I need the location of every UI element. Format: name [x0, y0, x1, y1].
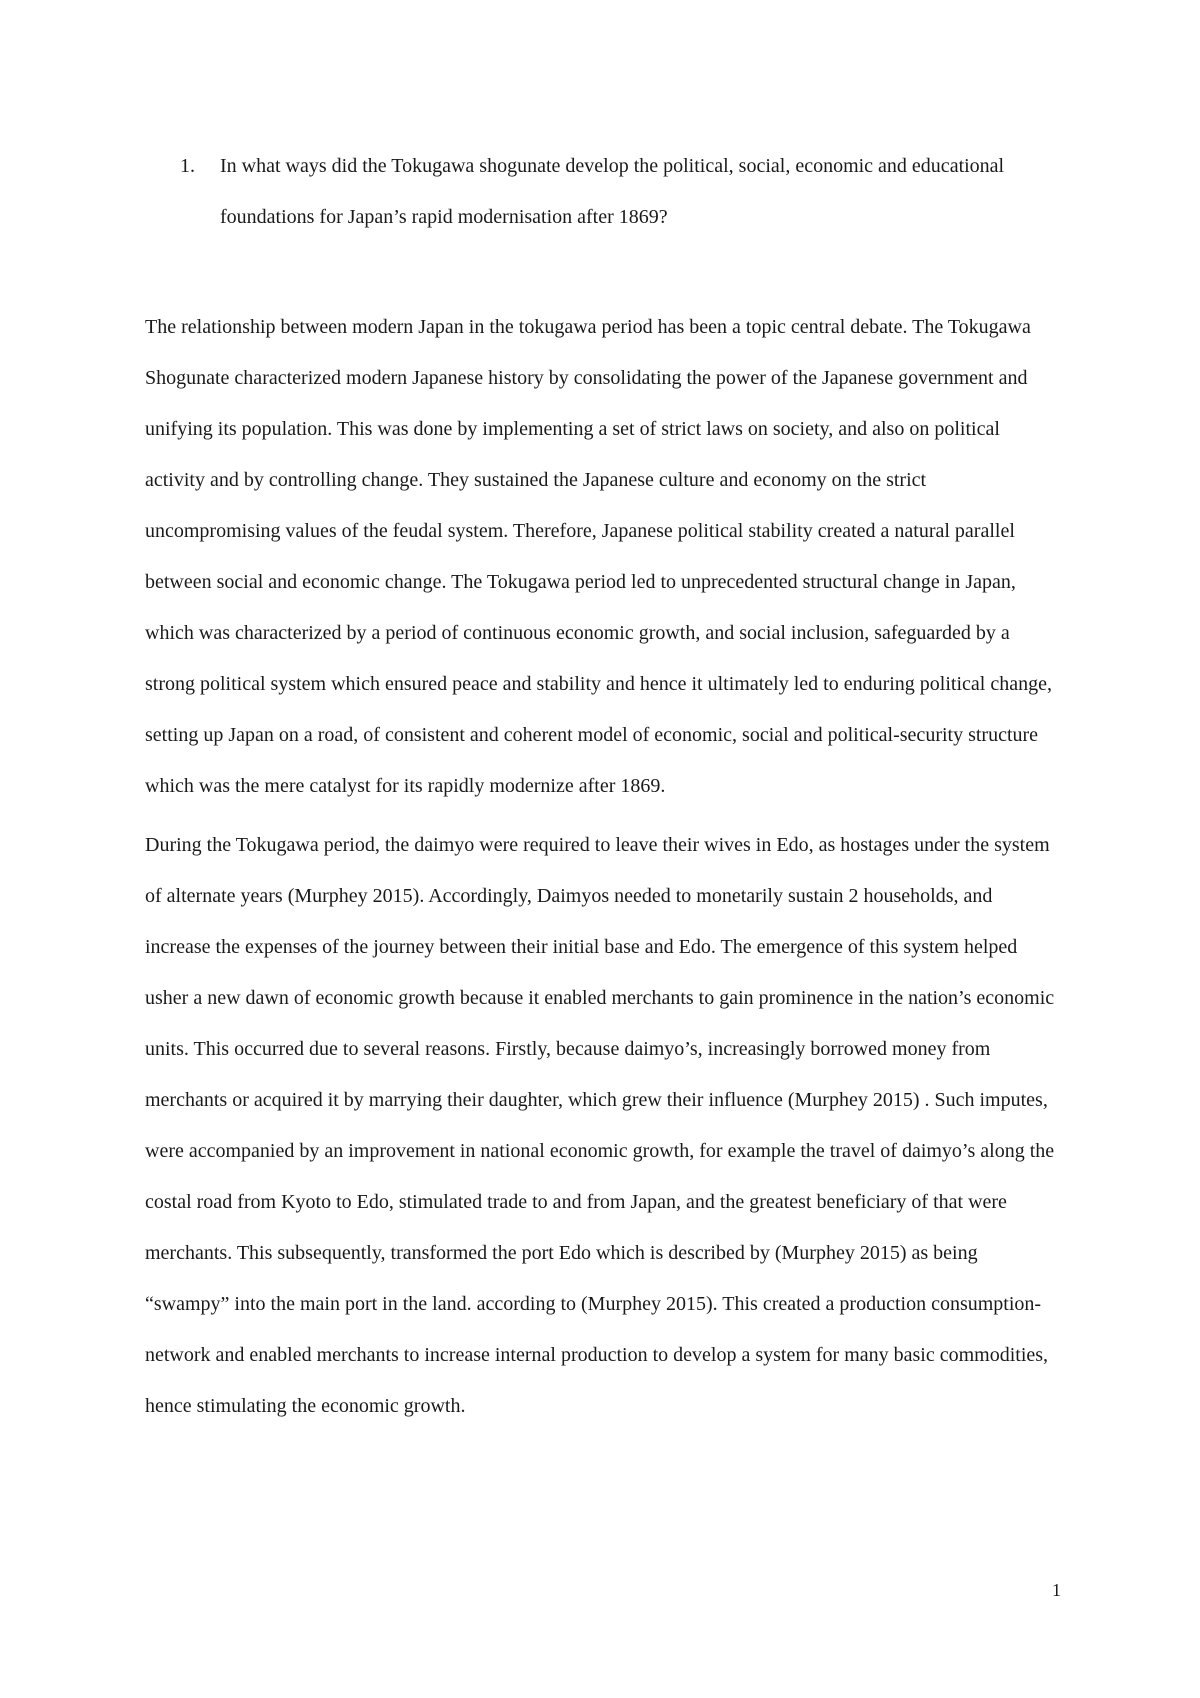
paragraph-intro: The relationship between modern Japan in the tokugawa period has been a topic central debate. The Tokugawa Shogunate characterized modern Japanese history by consolidating the power of the Japanese government and unifying its population. This was done by implementing a set of strict laws on society, and also on political activity and by controlling change. They sustained the Japanese culture and economy on the strict uncompromising values of the feudal system. Therefore, Japanese political stability created a natural parallel between social and economic change. The Tokugawa period led to unprecedented structural change in Japan, which was characterized by a period of continuous economic growth, and social inclusion, safeguarded by a strong political system which ensured peace and stability and hence it ultimately led to enduring political change, setting up Japan on a road, of consistent and coherent model of economic, social and political-security structure which was the mere catalyst for its rapidly modernize after 1869.	[145, 316, 1052, 797]
essay-body	[145, 302, 1055, 1440]
question-item	[180, 141, 1050, 243]
paragraph-daimyo: During the Tokugawa period, the daimyo were required to leave their wives in Edo, as hostages under the system of alternate years (Murphey 2015). Accordingly, Daimyos needed to monetarily sustain 2 households, and increase the expenses of the journey between their initial base and Edo. The emergence of this system helped usher a new dawn of economic growth because it enabled merchants to gain prominence in the nation’s economic units. This occurred due to several reasons. Firstly, because daimyo’s, increasingly borrowed money from merchants or acquired it by marrying their daughter, which grew their influence (Murphey 2015) . Such imputes, were accompanied by an improvement in national economic growth, for example the travel of daimyo’s along the costal road from Kyoto to Edo, stimulated trade to and from Japan, and the greatest beneficiary of that were merchants. This subsequently, transformed the port Edo which is described by (Murphey 2015) as being “swampy” into the main port in the land. according to (Murphey 2015). This created a production consumption-network and enabled merchants to increase internal production to develop a system for many basic commodities, hence stimulating the economic growth.	[145, 834, 1055, 1417]
page-number: 1	[1052, 1580, 1061, 1600]
question-number: 1.	[180, 155, 195, 177]
question-text: In what ways did the Tokugawa shogunate develop the political, social, economic and educational foundations for Japan’s rapid modernisation after 1869?	[220, 155, 1005, 228]
